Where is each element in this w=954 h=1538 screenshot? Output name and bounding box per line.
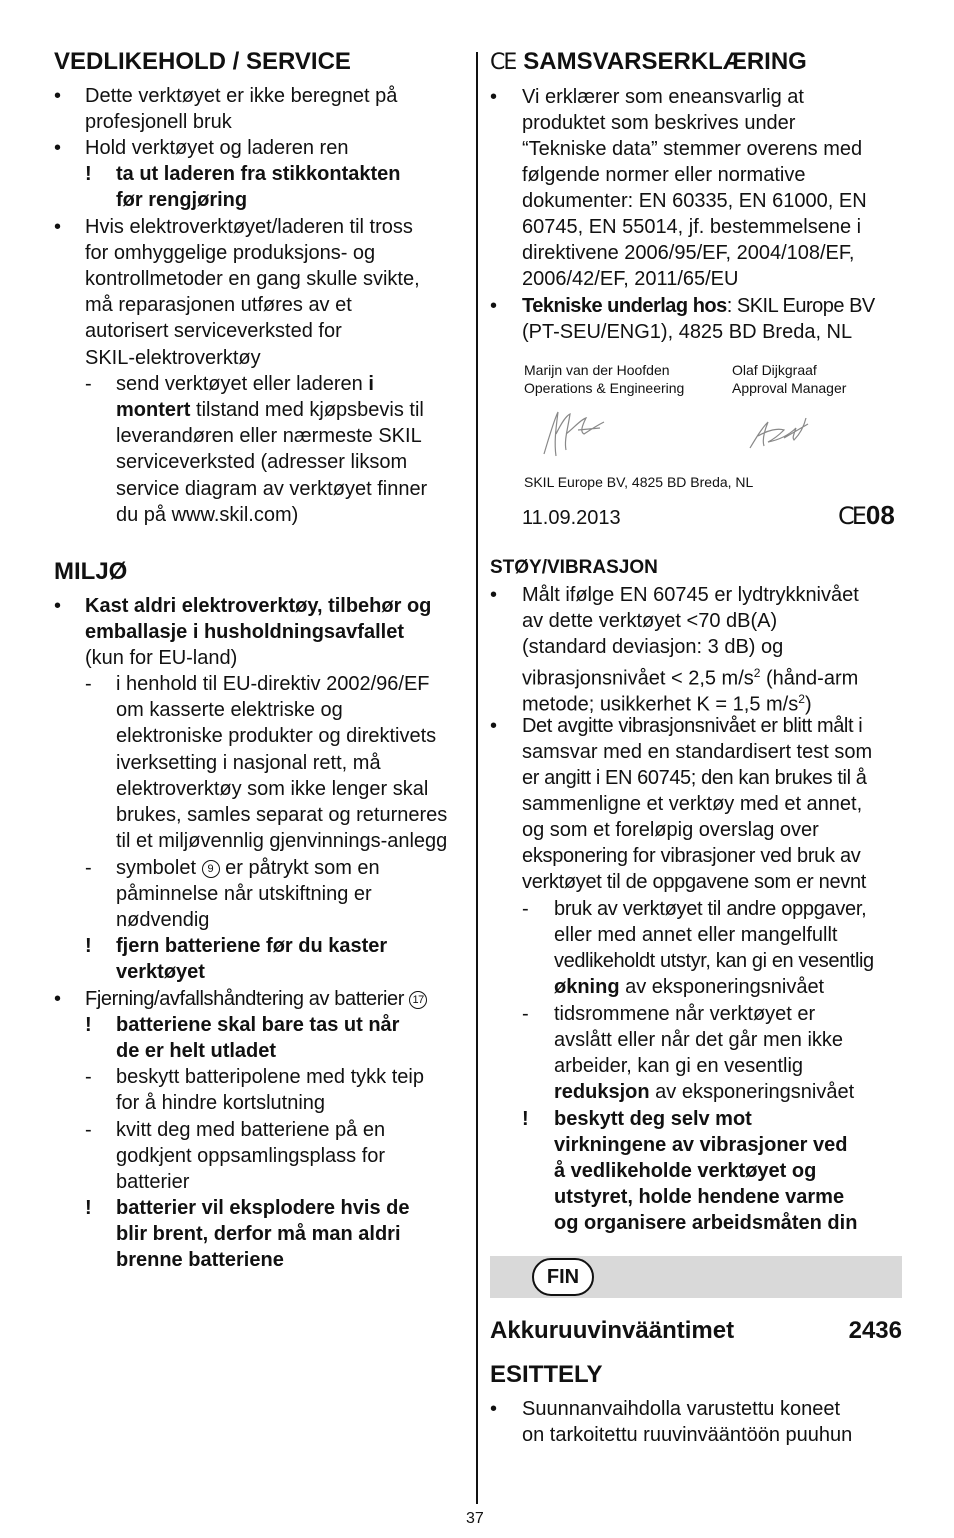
stoy-text: vedlikeholdt utstyr, kan gi en vesentlig bbox=[554, 950, 874, 972]
esittely-text: Suunnanvaihdolla varustettu koneet bbox=[522, 1398, 841, 1420]
stoy-text: bruk av verktøyet til andre oppgaver, bbox=[554, 898, 867, 920]
stoy-text: av dette verktøyet <70 dB(A) bbox=[522, 610, 778, 632]
signer1-title: Operations & Engineering bbox=[524, 380, 685, 396]
stoy-warning-text: beskytt deg selv mot bbox=[554, 1108, 752, 1130]
miljo-warning-text: batterier vil eksplodere hvis de bbox=[116, 1197, 410, 1219]
miljo-text: for å hindre kortslutning bbox=[116, 1092, 326, 1114]
miljo-text: om kasserte elektriske og bbox=[116, 699, 343, 721]
signature-1 bbox=[540, 404, 610, 464]
service-text: Dette verktøyet er ikke beregnet på bbox=[85, 85, 398, 107]
heading-vedlikehold-service: VEDLIKEHOLD / SERVICE bbox=[54, 48, 351, 75]
miljo-text: godkjent oppsamlingsplass for bbox=[116, 1145, 386, 1167]
dash-marker: - bbox=[85, 673, 92, 695]
samsvar-text: 2006/42/EF, 2011/65/EU bbox=[522, 268, 739, 290]
stoy-text: Målt ifølge EN 60745 er lydtrykknivået bbox=[522, 584, 859, 606]
samsvar-text: følgende normer eller normative bbox=[522, 164, 806, 186]
stoy-warning-text: virkningene av vibrasjoner ved bbox=[554, 1134, 848, 1156]
miljo-warning-text: de er helt utladet bbox=[116, 1040, 277, 1062]
product-number: 2436 bbox=[848, 1317, 902, 1344]
dash-marker: - bbox=[85, 373, 92, 395]
stoy-text: verktøyet til de oppgavene som er nevnt bbox=[522, 871, 867, 893]
service-warning-text: før rengjøring bbox=[116, 189, 248, 211]
service-text: profesjonell bruk bbox=[85, 111, 232, 133]
miljo-warning-text: fjern batteriene før du kaster bbox=[116, 935, 388, 957]
service-text: kontrollmetoder en gang skulle svikte, bbox=[85, 268, 420, 290]
page-number: 37 bbox=[466, 1510, 484, 1527]
stoy-warning-text: utstyret, holde hendene varme bbox=[554, 1186, 845, 1208]
language-badge-fin: FIN bbox=[532, 1258, 594, 1296]
samsvar-text: “Tekniske data” stemmer overens med bbox=[522, 138, 863, 160]
miljo-text: Kast aldri elektroverktøy, tilbehør og bbox=[85, 595, 432, 617]
miljo-text: til et miljøvennlig gjenvinnings-anlegg bbox=[116, 830, 448, 852]
service-text: montert tilstand med kjøpsbevis til bbox=[116, 399, 424, 421]
dash-marker: - bbox=[522, 898, 529, 920]
ce-year-mark: CE08 bbox=[838, 500, 895, 530]
samsvar-text: dokumenter: EN 60335, EN 61000, EN bbox=[522, 190, 867, 212]
signer2-name: Olaf Dijkgraaf bbox=[732, 362, 817, 378]
stoy-warning-text: å vedlikeholde verktøyet og bbox=[554, 1160, 817, 1182]
bullet-marker: • bbox=[490, 584, 498, 606]
samsvar-text: 60745, EN 55014, jf. bestemmelsene i bbox=[522, 216, 862, 238]
company-address: SKIL Europe BV, 4825 BD Breda, NL bbox=[524, 474, 754, 490]
warning-marker: ! bbox=[522, 1108, 529, 1130]
dash-marker: - bbox=[522, 1003, 529, 1025]
warning-marker: ! bbox=[85, 163, 92, 185]
stoy-text: sammenligne et verktøy med et annet, bbox=[522, 793, 863, 815]
stoy-text: og som et foreløpig overslag over bbox=[522, 819, 819, 841]
dash-marker: - bbox=[85, 1066, 92, 1088]
service-text: må reparasjonen utføres av et bbox=[85, 294, 352, 316]
miljo-text: nødvendig bbox=[116, 909, 210, 931]
stoy-text: arbeider, kan gi en vesentlig bbox=[554, 1055, 804, 1077]
warning-marker: ! bbox=[85, 1197, 92, 1219]
miljo-warning-text: brenne batteriene bbox=[116, 1249, 284, 1271]
miljo-warning-text: verktøyet bbox=[116, 961, 205, 983]
stoy-text: tidsrommene når verktøyet er bbox=[554, 1003, 816, 1025]
bullet-marker: • bbox=[54, 216, 62, 238]
miljo-text: brukes, samles separat og returneres bbox=[116, 804, 448, 826]
warning-marker: ! bbox=[85, 935, 92, 957]
service-text: du på www.skil.com) bbox=[116, 504, 299, 526]
bullet-marker: • bbox=[490, 86, 498, 108]
samsvar-text: Vi erklærer som eneansvarlig at bbox=[522, 86, 804, 108]
declaration-date: 11.09.2013 bbox=[522, 507, 621, 529]
stoy-text: (standard deviasjon: 3 dB) og bbox=[522, 636, 784, 658]
service-text: service diagram av verktøyet finner bbox=[116, 478, 428, 500]
stoy-text: vibrasjonsnivået < 2,5 $m/s^2$ (hånd-arm bbox=[522, 666, 859, 690]
column-divider bbox=[476, 52, 478, 1504]
service-text: autorisert serviceverksted for bbox=[85, 320, 342, 342]
callout-number: 9 bbox=[202, 860, 220, 878]
stoy-text: er angitt i EN 60745; den kan brukes til å bbox=[522, 767, 867, 789]
service-text: Hold verktøyet og laderen ren bbox=[85, 137, 349, 159]
esittely-text: on tarkoitettu ruuvinvääntöön puuhun bbox=[522, 1424, 853, 1446]
stoy-text: reduksjon av eksponeringsnivået bbox=[554, 1081, 855, 1103]
service-text: serviceverksted (adresser liksom bbox=[116, 451, 408, 473]
signer2-title: Approval Manager bbox=[732, 380, 847, 396]
language-bar bbox=[490, 1256, 902, 1298]
miljo-text: elektroniske produkter og direktivets bbox=[116, 725, 437, 747]
samsvar-text: (PT-SEU/ENG1), 4825 BD Breda, NL bbox=[522, 321, 853, 343]
warning-marker: ! bbox=[85, 1014, 92, 1036]
product-title: Akkuruuvinvääntimet bbox=[490, 1317, 735, 1344]
callout-number: 17 bbox=[409, 991, 427, 1009]
miljo-text: (kun for EU-land) bbox=[85, 647, 238, 669]
signature-2 bbox=[744, 410, 814, 456]
miljo-text: batterier bbox=[116, 1171, 190, 1193]
miljo-text: påminnelse når utskiftning er bbox=[116, 883, 372, 905]
miljo-text: elektroverktøy som ikke lenger skal bbox=[116, 778, 429, 800]
bullet-marker: • bbox=[54, 988, 62, 1010]
miljo-warning-text: blir brent, derfor må man aldri bbox=[116, 1223, 401, 1245]
miljo-text: symbolet 9 er påtrykt som en bbox=[116, 857, 380, 879]
samsvar-text: produktet som beskrives under bbox=[522, 112, 796, 134]
heading-esittely: ESITTELY bbox=[490, 1361, 603, 1388]
heading-samsvarserklaering: CE SAMSVARSERKLÆRING bbox=[490, 48, 807, 75]
dash-marker: - bbox=[85, 1119, 92, 1141]
miljo-text: i henhold til EU-direktiv 2002/96/EF bbox=[116, 673, 430, 695]
miljo-text: beskytt batteripolene med tykk teip bbox=[116, 1066, 424, 1088]
service-text: for omhyggelige produksjons- og bbox=[85, 242, 376, 264]
stoy-text: avslått eller når det går men ikke bbox=[554, 1029, 844, 1051]
miljo-warning-text: batteriene skal bare tas ut når bbox=[116, 1014, 400, 1036]
stoy-text: eller med annet eller mangelfullt bbox=[554, 924, 838, 946]
dash-marker: - bbox=[85, 857, 92, 879]
signer1-name: Marijn van der Hoofden bbox=[524, 362, 670, 378]
stoy-text: eksponering for vibrasjoner ved bruk av bbox=[522, 845, 861, 867]
samsvar-text: direktivene 2006/95/EF, 2004/108/EF, bbox=[522, 242, 855, 264]
bullet-marker: • bbox=[490, 1398, 498, 1420]
miljo-text: emballasje i husholdningsavfallet bbox=[85, 621, 404, 643]
service-text: leverandøren eller nærmeste SKIL bbox=[116, 425, 422, 447]
ce-mark-icon: CE bbox=[490, 50, 516, 75]
bullet-marker: • bbox=[490, 295, 498, 317]
heading-miljo: MILJØ bbox=[54, 558, 128, 585]
heading-stoy-vibrasjon: STØY/VIBRASJON bbox=[490, 557, 658, 578]
bullet-marker: • bbox=[54, 595, 62, 617]
stoy-text: samsvar med en standardisert test som bbox=[522, 741, 873, 763]
stoy-text: Det avgitte vibrasjonsnivået er blitt målt i bbox=[522, 715, 863, 737]
miljo-text: kvitt deg med batteriene på en bbox=[116, 1119, 386, 1141]
bullet-marker: • bbox=[54, 85, 62, 107]
service-warning-text: ta ut laderen fra stikkontakten bbox=[116, 163, 401, 185]
miljo-text: Fjerning/avfallshåndtering av batterier 17 bbox=[85, 986, 427, 1012]
service-text: Hvis elektroverktøyet/laderen til tross bbox=[85, 216, 413, 238]
bullet-marker: • bbox=[54, 137, 62, 159]
samsvar-text: Tekniske underlag hos: SKIL Europe BV bbox=[522, 295, 875, 317]
service-text: send verktøyet eller laderen i bbox=[116, 373, 374, 395]
bullet-marker: • bbox=[490, 715, 498, 737]
stoy-warning-text: og organisere arbeidsmåten din bbox=[554, 1212, 858, 1234]
stoy-text: økning av eksponeringsnivået bbox=[554, 976, 825, 998]
miljo-text: iverksetting i nasjonal rett, må bbox=[116, 752, 381, 774]
service-text: SKIL-elektroverktøy bbox=[85, 347, 261, 369]
ce-mark-icon: CE bbox=[838, 502, 864, 530]
stoy-text: metode; usikkerhet K = 1,5 $m/s^2$) bbox=[522, 692, 812, 716]
